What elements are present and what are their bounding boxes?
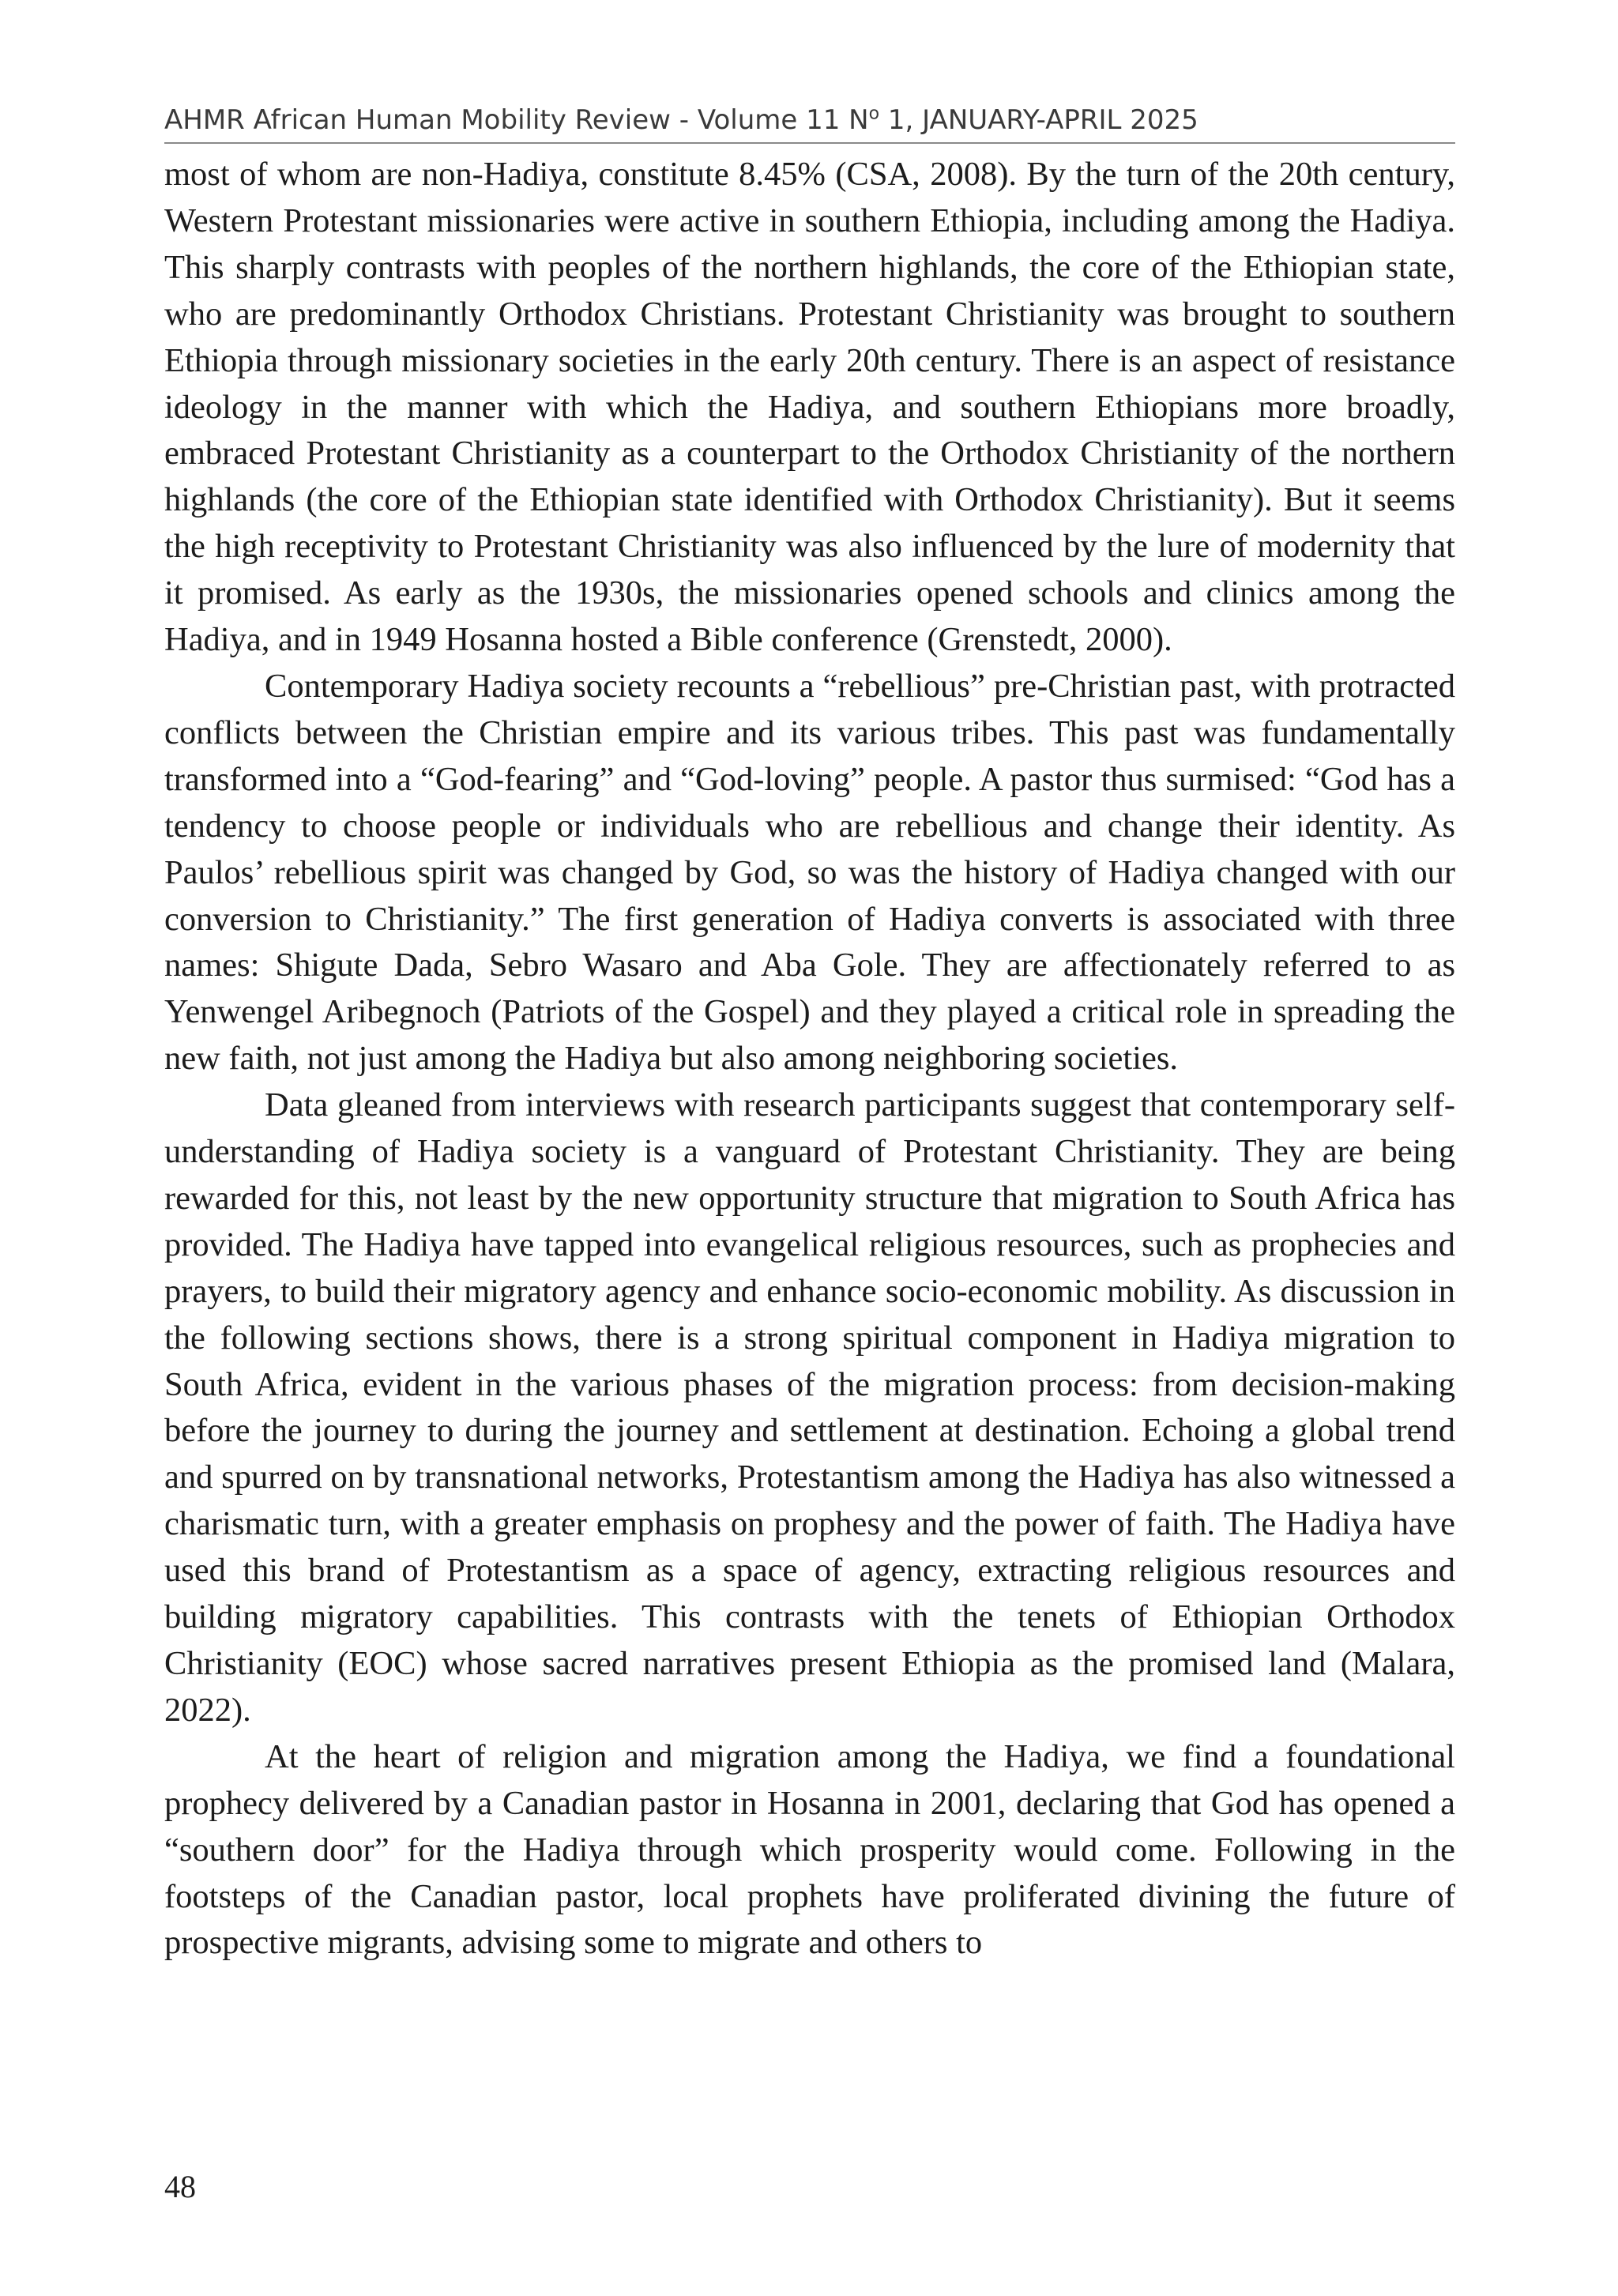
journal-title: AHMR African Human Mobility Review - Volume 11 N (164, 104, 869, 136)
paragraph: Contemporary Hadiya society recounts a “rebellious” pre-Christian past, with protracted conflicts between the Christian empire and its various tribes. This past was fundamentally transformed into a “God-fearing” and “God-loving” people. A pastor thus surmised: “God has a tendency to choose people or individuals who are rebellious and change their identity. As Paulos’ rebellious spirit was changed by God, so was the history of Hadiya changed with our conversion to Christianity.” The first generation of Hadiya converts is associated with three names: Shigute Dada, Sebro Wasaro and Aba Gole. They are affectionately referred to as Yenwengel Aribegnoch (Patriots of the Gospel) and they played a critical role in spreading the new faith, not just among the Hadiya but also among neighboring societies. (164, 667, 1455, 1078)
running-head (164, 101, 1455, 144)
page-number: 48 (164, 2169, 196, 2204)
paragraph: At the heart of religion and migration among the Hadiya, we find a foundational prophecy delivered by a Canadian pastor in Hosanna in 2001, declaring that God has opened a “southern door” for the Hadiya through which prosperity would come. Following in the footsteps of the Canadian pastor, local prophets have proliferated divining the future of prospective migrants, advising some to migrate and others to (164, 1737, 1455, 1962)
paragraph-continued: most of whom are non-Hadiya, constitute 8.45% (CSA, 2008). By the turn of the 20th century, Western Protestant missionaries were active in southern Ethiopia, including among the Hadiya. This sharply contrasts with peoples of the northern highlands, the core of the Ethiopian state, who are predominantly Orthodox Christians. Protestant Christianity was brought to southern Ethiopia through missionary societies in the early 20th century. There is an aspect of resistance ideology in the manner with which the Hadiya, and southern Ethiopians more broadly, embraced Protestant Christianity as a counterpart to the Orthodox Christianity of the northern highlands (the core of the Ethiopian state identified with Orthodox Christianity). But it seems the high receptivity to Protestant Christianity was also influenced by the lure of modernity that it promised. As early as the 1930s, the missionaries opened schools and clinics among the Hadiya, and in 1949 Hosanna hosted a Bible conference (Grenstedt, 2000). (164, 156, 1455, 659)
article-body (164, 152, 1455, 1967)
issue-info: 1, JANUARY-APRIL 2025 (879, 104, 1198, 136)
paragraph: Data gleaned from interviews with research participants suggest that contemporary self-understanding of Hadiya society is a vanguard of Protestant Christianity. They are being rewarded for this, not least by the new opportunity structure that migration to South Africa has provided. The Hadiya have tapped into evangelical religious resources, such as prophecies and prayers, to build their migratory agency and enhance socio-economic mobility. As discussion in the following sections shows, there is a strong spiritual component in Hadiya migration to South Africa, evident in the various phases of the migration process: from decision-making before the journey to during the journey and settlement at destination. Echoing a global trend and spurred on by transnational networks, Protestantism among the Hadiya has also witnessed a charismatic turn, with a greater emphasis on prophesy and the power of faith. The Hadiya have used this brand of Protestantism as a space of agency, extracting religious resources and building migratory capabilities. This contrasts with the tenets of Ethiopian Orthodox Christianity (EOC) whose sacred narratives present Ethiopia as the promised land (Malara, 2022). (164, 1086, 1455, 1729)
number-superscript: o (868, 104, 880, 124)
